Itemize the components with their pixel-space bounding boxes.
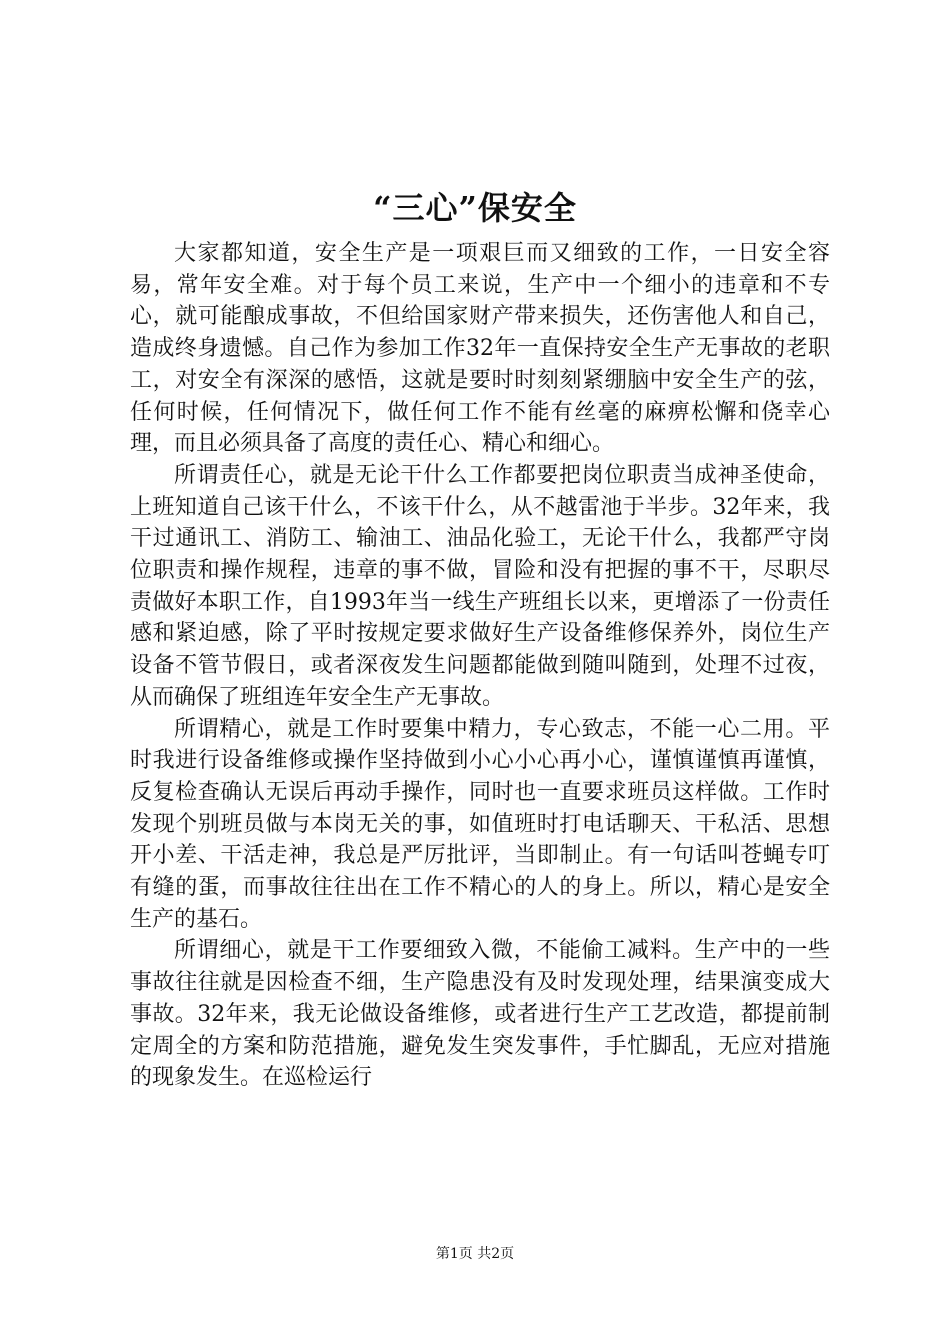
document-body [130, 238, 830, 1094]
paragraph-responsibility: 所谓责任心，就是无论干什么工作都要把岗位职责当成神圣使命，上班知道自己该干什么，不该干什么，从不越雷池于半步。32年来，我干过通讯工、消防工、输油工、油品化验工，无论干什么，我都严守岗位职责和操作规程，违章的事不做，冒险和没有把握的事不干，尽职尽责做好本职工作，自1993年当一线生产班组长以来，更增添了一份责任感和紧迫感，除了平时按规定要求做好生产设备维修保养外，岗位生产设备不管节假日，或者深夜发生问题都能做到随叫随到，处理不过夜，从而确保了班组连年安全生产无事故。 [130, 462, 830, 710]
paragraph-attentiveness: 所谓精心，就是工作时要集中精力，专心致志，不能一心二用。平时我进行设备维修或操作坚持做到小心小心再小心，谨慎谨慎再谨慎，反复检查确认无误后再动手操作，同时也一直要求班员这样做。工作时发现个别班员做与本岗无关的事，如值班时打电话聊天、干私活、思想开小差、干活走神，我总是严厉批评，当即制止。有一句话叫苍蝇专叮有缝的蛋，而事故往往出在工作不精心的人的身上。所以，精心是安全生产的基石。 [130, 716, 830, 932]
paragraph-carefulness: 所谓细心，就是干工作要细致入微，不能偷工减料。生产中的一些事故往往就是因检查不细，生产隐患没有及时发现处理，结果演变成大事故。32年来，我无论做设备维修，或者进行生产工艺改造，都提前制定周全的方案和防范措施，避免发生突发事件，手忙脚乱，无应对措施的现象发生。在巡检运行 [130, 938, 830, 1091]
paragraph-intro: 大家都知道，安全生产是一项艰巨而又细致的工作，一日安全容易，常年安全难。对于每个员工来说，生产中一个细小的违章和不专心，就可能酿成事故，不但给国家财产带来损失，还伤害他人和自己，造成终身遗憾。自己作为参加工作32年一直保持安全生产无事故的老职工，对安全有深深的感悟，这就是要时时刻刻紧绷脑中安全生产的弦，任何时候，任何情况下，做任何工作不能有丝毫的麻痹松懈和侥幸心理，而且必须具备了高度的责任心、精心和细心。 [130, 241, 830, 457]
page-number-footer: 第1页 共2页 [435, 1246, 515, 1262]
document-title: “三心”保安全 [373, 189, 577, 227]
